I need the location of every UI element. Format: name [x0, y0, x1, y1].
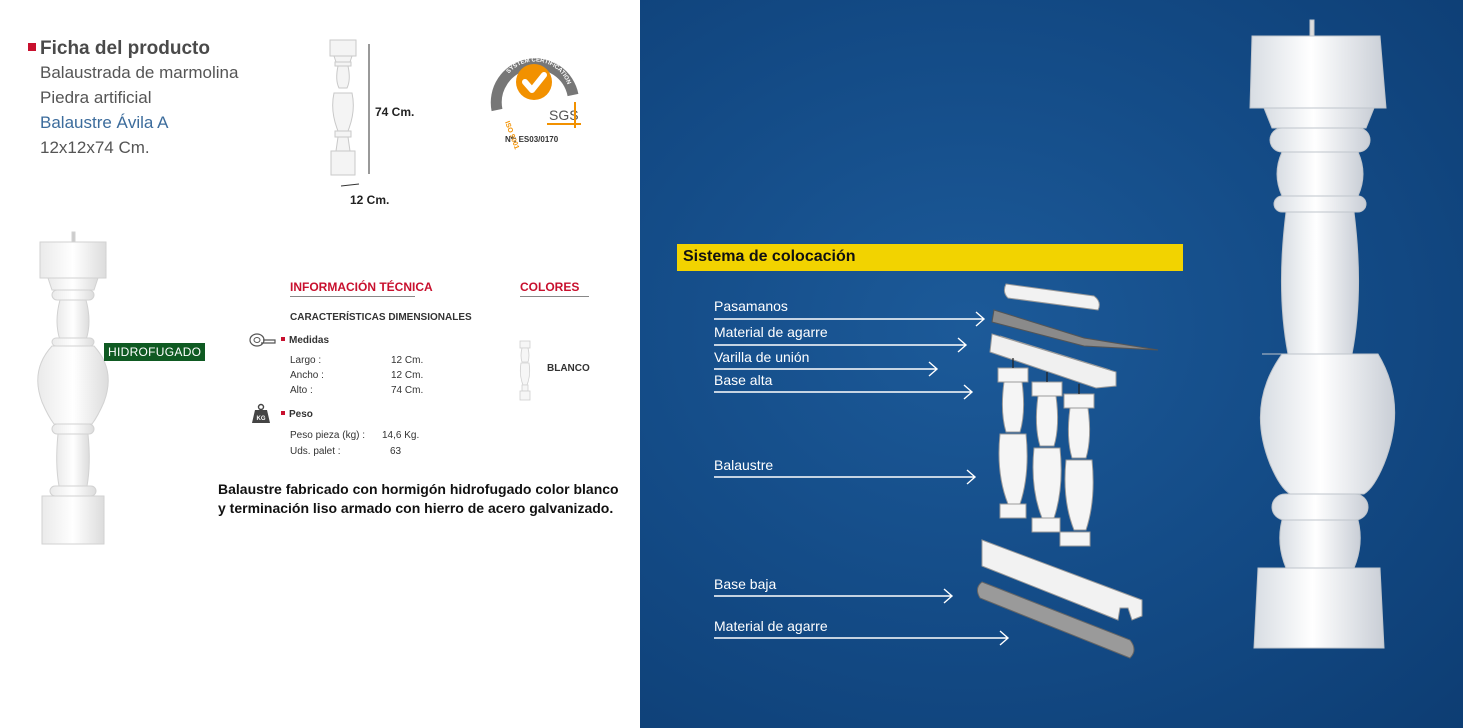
spec-label: Ancho : [290, 370, 324, 381]
part-label-adhesive-top: Material de agarre [714, 324, 828, 340]
arrow-top-base [714, 385, 972, 399]
part-label-adhesive-bottom: Material de agarre [714, 618, 828, 634]
colors-title: COLORES [520, 280, 580, 294]
description-line-1: Balaustre fabricado con hormigón hidrofugado color blanco [218, 481, 619, 497]
spec-value: 74 Cm. [391, 385, 424, 396]
spec-value: 14,6 Kg. [382, 430, 420, 441]
technical-info-title: INFORMACIÓN TÉCNICA [290, 280, 433, 294]
arrow-bottom-base [714, 589, 952, 603]
spec-label: Uds. palet : [290, 446, 341, 457]
spec-value: 12 Cm. [391, 370, 424, 381]
baluster-pieces [998, 368, 1094, 546]
width-dimension: 12 Cm. [350, 193, 390, 207]
exploded-assembly-diagram [960, 278, 1170, 668]
spec-value: 12 Cm. [391, 355, 424, 366]
spec-label: Peso pieza (kg) : [290, 430, 366, 441]
product-line-1: Balaustrada de marmolina [40, 63, 239, 82]
color-value: BLANCO [547, 363, 590, 374]
svg-text:KG: KG [256, 416, 266, 422]
product-sheet-title: Ficha del producto [40, 38, 210, 59]
waterproof-badge: HIDROFUGADO [104, 343, 205, 361]
svg-text:SGS: SGS [549, 107, 579, 123]
arrow-connecting-rod [714, 362, 937, 376]
handrail-piece [1004, 284, 1099, 310]
svg-text:ISO 9001: ISO 9001 [503, 120, 520, 151]
dimensional-characteristics-title: CARACTERÍSTICAS DIMENSIONALES [290, 312, 472, 323]
product-size: 12x12x74 Cm. [40, 138, 150, 157]
spec-label: Alto : [290, 385, 313, 396]
weight-label: Peso [281, 409, 313, 420]
part-label-top-base: Base alta [714, 372, 773, 388]
part-label-connecting-rod: Varilla de unión [714, 349, 810, 365]
part-label-baluster: Balaustre [714, 457, 774, 473]
baluster-large-image [1248, 20, 1398, 652]
part-label-handrail: Pasamanos [714, 298, 788, 314]
spec-value: 63 [390, 446, 402, 457]
description-line-2: y terminación liso armado con hierro de acero galvanizado. [218, 500, 614, 516]
measures-label: Medidas [281, 335, 329, 346]
product-line-2: Piedra artificial [40, 88, 152, 107]
svg-text:SYSTEM CERTIFICATION: SYSTEM CERTIFICATION [505, 57, 572, 86]
product-model: Balaustre Ávila A [40, 113, 169, 132]
installation-system-title: Sistema de colocación [683, 248, 856, 265]
arrow-baluster [714, 470, 975, 484]
spec-label: Largo : [290, 355, 322, 366]
arrow-adhesive-top [714, 338, 966, 352]
certification-number: Nº: ES03/0170 [505, 135, 559, 144]
arrow-handrail [714, 312, 984, 326]
height-dimension: 74 Cm. [375, 105, 415, 119]
part-label-bottom-base: Base baja [714, 576, 777, 592]
